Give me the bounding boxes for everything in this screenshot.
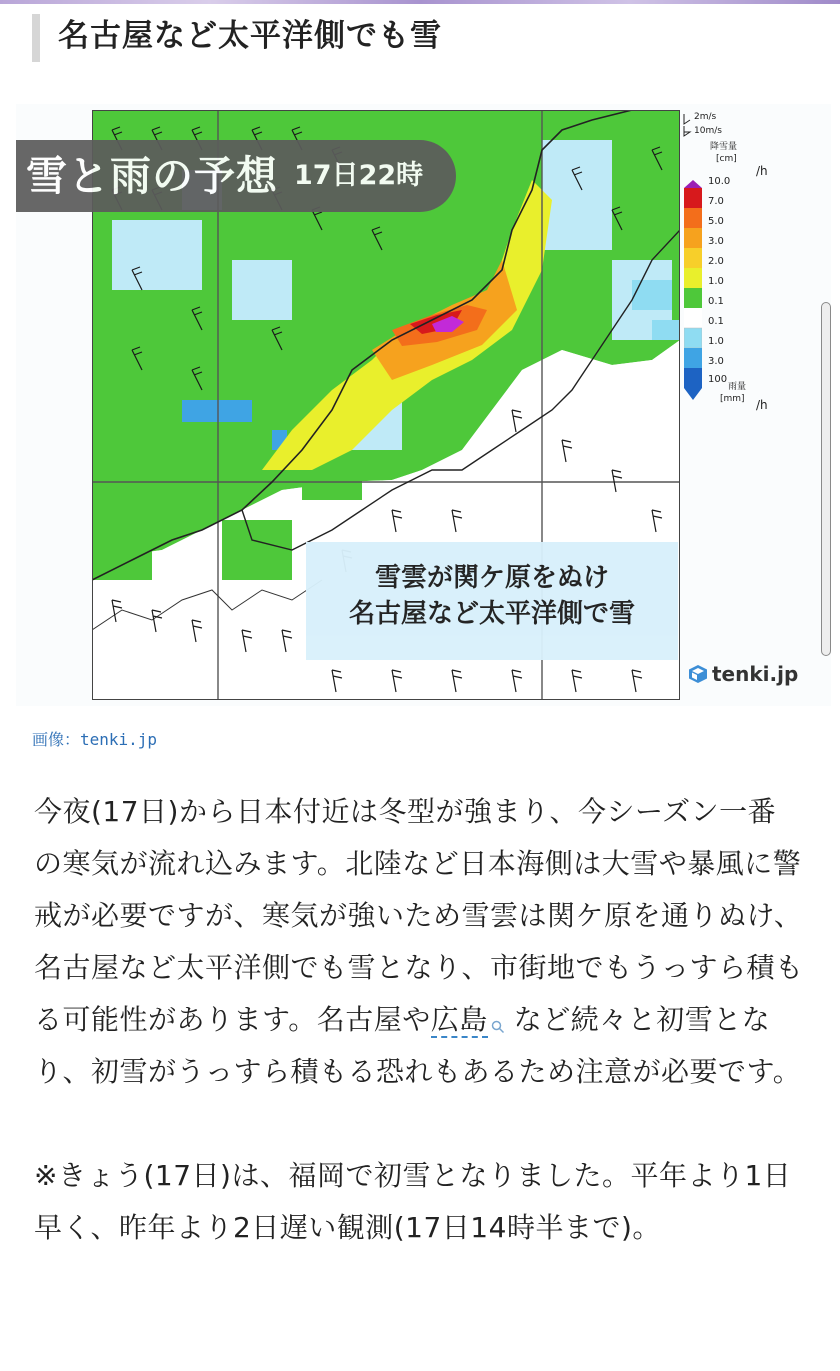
colorbar-segment (684, 268, 702, 288)
colorbar-segment (684, 368, 702, 388)
precipitation-legend (680, 110, 830, 430)
paragraph-text: 今夜(17日)から日本付近は冬型が強まり、今シーズン一番の寒気が流れ込みます。北陸など日本海側は大雪や暴風に警戒が必要ですが、寒気が強いため雪雲は関ケ原を通りぬけ、名古屋など太平洋側でも雪となり、市街地でもうっすら積もる可能性があります。名古屋や (34, 795, 804, 1036)
section-heading: 名古屋など太平洋側でも雪 (58, 18, 442, 54)
legend-tick: 3.0 (708, 236, 724, 247)
colorbar-segment (684, 188, 702, 208)
legend-tick: 1.0 (708, 336, 724, 347)
forecast-map-figure[interactable] (16, 104, 831, 706)
colorbar-svg (684, 180, 702, 402)
colorbar-segment (684, 228, 702, 248)
image-credit: 画像：tenki.jp (32, 730, 158, 749)
wind-small-label: 2m/s (694, 112, 717, 122)
legend-tick: 7.0 (708, 196, 724, 207)
rain-per-hour: /h (756, 398, 768, 412)
colorbar-segment (684, 308, 702, 328)
colorbar-segment (684, 248, 702, 268)
article-paragraph-note: ※きょう(17日)は、福岡で初雪となりました。平年より1日早く、昨年より2日遅い観測(17日14時半まで)。 (34, 1159, 792, 1244)
wind-large-label: 10m/s (694, 126, 722, 136)
colorbar-bottom-arrow (684, 388, 702, 400)
map-title: 雪と雨の予想 (26, 152, 278, 200)
tenki-cube-icon (688, 664, 708, 684)
article-paragraph (34, 786, 804, 1098)
legend-tick: 100 (708, 374, 728, 385)
snow-per-hour: /h (756, 164, 768, 178)
legend-tick: 2.0 (708, 256, 724, 267)
article-body (34, 786, 804, 1306)
tenki-logo-text: tenki.jp (712, 662, 799, 686)
legend-tick: 0.1 (708, 296, 724, 307)
snow-label: 降雪量 (710, 142, 738, 152)
rain-unit: [mm] (720, 394, 745, 404)
map-time: 17日22時 (294, 160, 424, 191)
legend-tick: 5.0 (708, 216, 724, 227)
legend-tick: 3.0 (708, 356, 724, 367)
colorbar-segment (684, 348, 702, 368)
colorbar-segment (684, 288, 702, 308)
top-decoration-strip (0, 0, 840, 4)
colorbar-segment (684, 208, 702, 228)
tenki-logo (688, 662, 798, 686)
map-caption-line2: 名古屋など太平洋側で雪 (348, 599, 635, 629)
map-caption-line1: 雪雲が関ケ原をぬけ (374, 563, 609, 593)
rain-label: 雨量 (728, 382, 747, 392)
legend-tick: 10.0 (708, 176, 731, 187)
hiroshima-link[interactable]: 広島 (430, 1003, 488, 1036)
colorbar-segment (684, 328, 702, 348)
heading-accent-bar (32, 14, 40, 62)
snow-unit: [cm] (716, 154, 737, 164)
paragraph-text: など続々と初雪となり、初雪がうっすら積もる恐れもあるため注意が必要です。 (34, 1003, 802, 1088)
map-title-badge (16, 140, 456, 212)
legend-colorbar (684, 180, 702, 396)
colorbar-top-arrow (684, 180, 702, 188)
map-caption-box (306, 542, 678, 660)
image-scrollbar[interactable] (821, 302, 831, 656)
legend-tick: 1.0 (708, 276, 724, 287)
search-icon[interactable] (490, 1019, 506, 1035)
legend-tick: 0.1 (708, 316, 724, 327)
